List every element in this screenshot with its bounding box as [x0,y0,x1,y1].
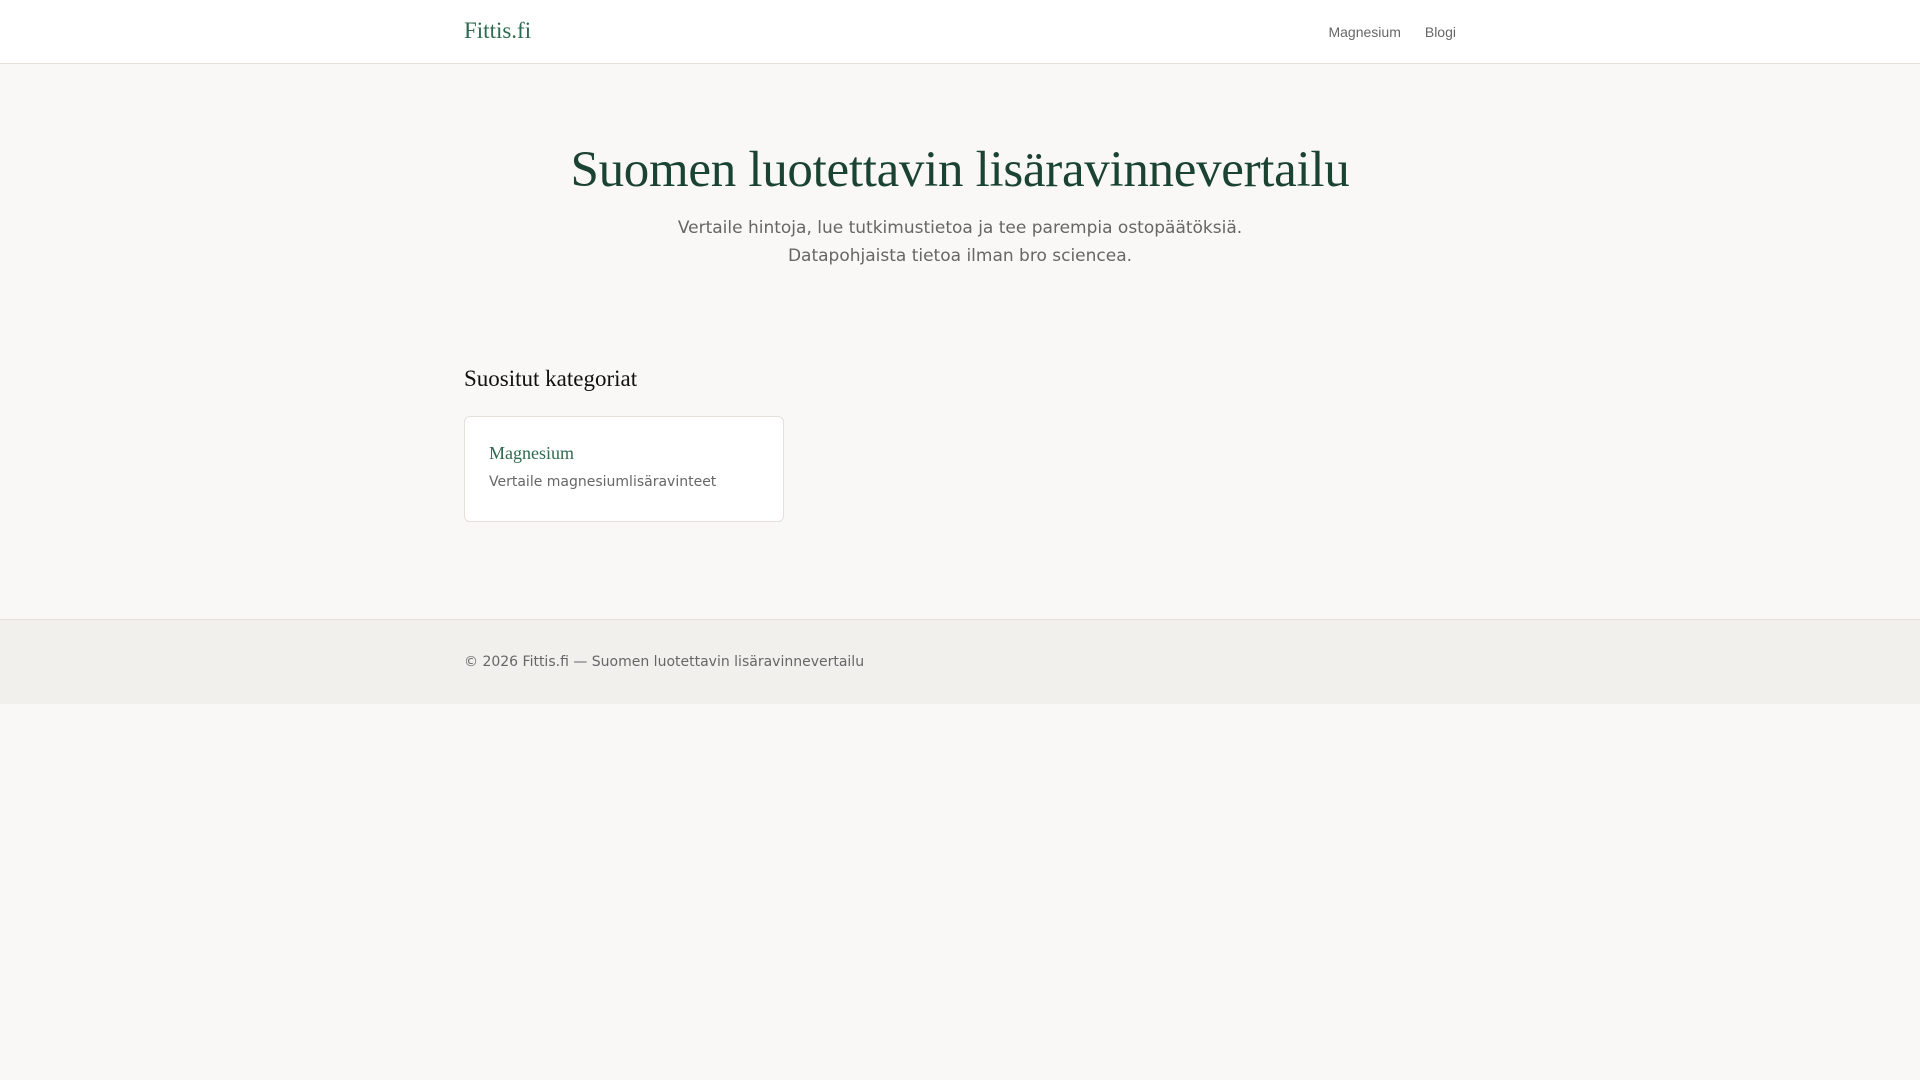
hero-title: Suomen luotettavin lisäravinnevertailu [570,142,1350,198]
category-card-description: Vertaile magnesiumlisäravinteet [489,474,717,491]
hero-subtitle-line-1: Vertaile hintoja, lue tutkimustietoa ja tee parempia ostopäätöksiä. [677,218,1243,239]
site-header [0,0,1920,64]
header-container [464,0,1456,63]
site-footer [0,619,1920,704]
main-nav [1328,24,1456,40]
nav-link-magnesium[interactable]: Magnesium [1328,23,1401,40]
nav-link-blogi[interactable]: Blogi [1424,23,1456,40]
footer-copyright: © 2026 Fittis.fi — Suomen luotettavin lisäravinnevertailu [464,654,865,670]
category-card-title: Magnesium [489,443,574,464]
hero-subtitle [0,214,1920,270]
hero-subtitle-line-2: Datapohjaista tietoa ilman bro sciencea. [787,246,1133,267]
hero-section [0,64,1920,270]
popular-categories-section [464,270,1456,522]
footer-container [464,620,1456,704]
site-logo-link[interactable]: Fittis.fi [464,18,532,43]
category-card-magnesium[interactable] [464,416,784,522]
categories-heading: Suositut kategoriat [464,366,638,392]
